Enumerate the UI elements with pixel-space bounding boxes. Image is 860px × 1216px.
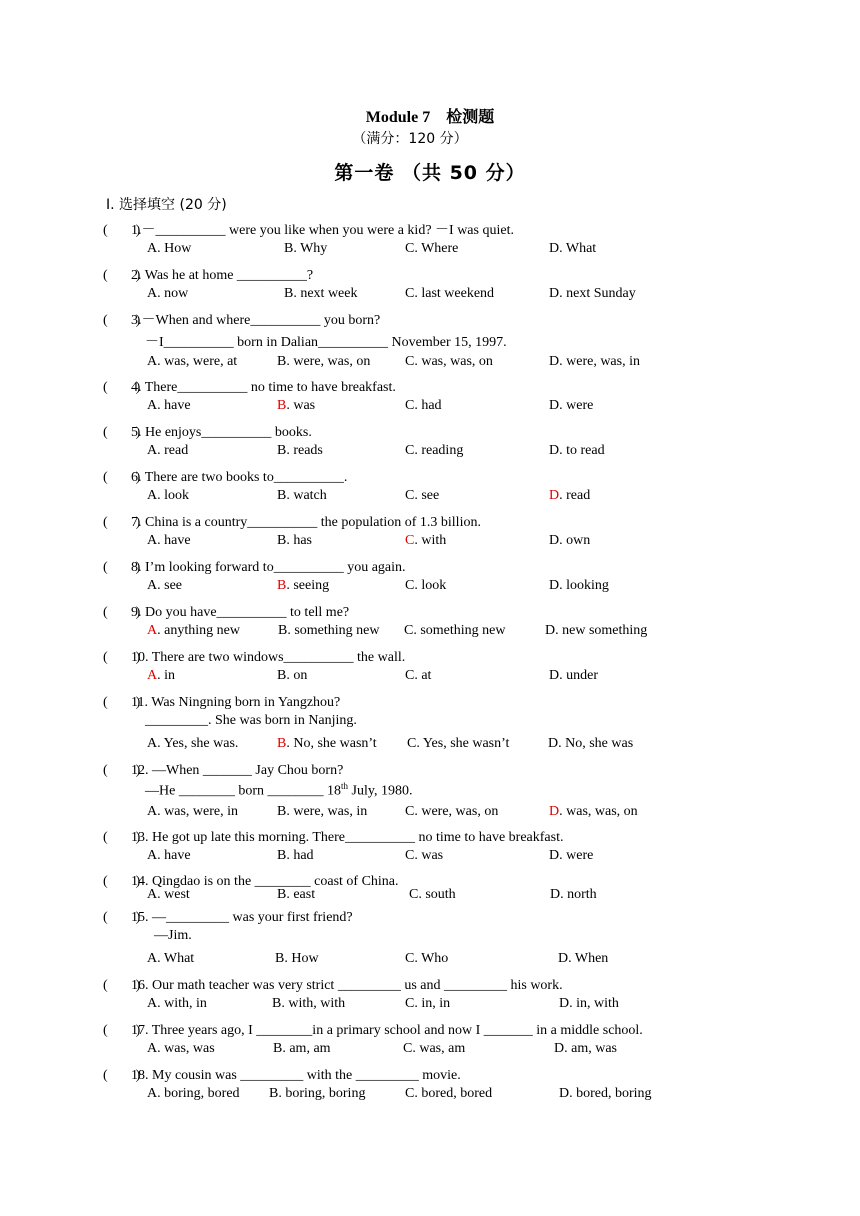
option-b[interactable] bbox=[277, 804, 367, 820]
option-letter: B bbox=[278, 623, 288, 638]
option-text: . something new bbox=[287, 623, 380, 638]
option-b[interactable] bbox=[277, 736, 377, 752]
question-9 bbox=[103, 601, 349, 621]
option-letter: C bbox=[405, 533, 415, 548]
answer-blank[interactable]: ( ) bbox=[103, 874, 141, 889]
option-text: . read bbox=[157, 443, 189, 458]
answer-blank[interactable]: ( ) bbox=[103, 425, 141, 440]
question-stem: 2. Was he at home __________? bbox=[131, 268, 314, 283]
option-letter: A bbox=[147, 887, 158, 902]
option-text: . Yes, she was. bbox=[157, 736, 239, 751]
answer-blank[interactable]: ( ) bbox=[103, 515, 141, 530]
option-b[interactable] bbox=[273, 1041, 331, 1057]
option-text: . seeing bbox=[286, 578, 330, 593]
option-text: . No, she was bbox=[558, 736, 634, 751]
option-text: . have bbox=[157, 398, 191, 413]
option-text: . were, was, in bbox=[559, 354, 640, 369]
option-letter: B bbox=[269, 1086, 279, 1101]
option-text: . have bbox=[157, 533, 191, 548]
option-a[interactable] bbox=[147, 1041, 215, 1057]
option-text: . boring, boring bbox=[278, 1086, 366, 1101]
option-d[interactable] bbox=[554, 1041, 617, 1057]
option-b[interactable] bbox=[272, 996, 345, 1012]
question-stem: 5. He enjoys__________ books. bbox=[131, 425, 312, 440]
option-text: . has bbox=[286, 533, 313, 548]
answer-blank[interactable]: ( ) bbox=[103, 763, 141, 778]
question-subline: －I__________ born in Dalian__________ November 15, 1997. bbox=[145, 335, 507, 350]
option-text: . was, was, on bbox=[414, 354, 493, 369]
option-text: . have bbox=[157, 848, 191, 863]
option-text: . How bbox=[157, 241, 192, 256]
option-letter: D bbox=[549, 398, 560, 413]
option-text: . No, she wasn’t bbox=[286, 736, 377, 751]
question-stem: 18. My cousin was _________ with the _________ movie. bbox=[131, 1068, 461, 1083]
option-text: . When bbox=[568, 951, 609, 966]
option-text: . last weekend bbox=[414, 286, 495, 301]
option-text: . watch bbox=[286, 488, 327, 503]
option-letter: A bbox=[147, 578, 158, 593]
option-a[interactable] bbox=[147, 241, 191, 257]
option-letter: A bbox=[147, 241, 158, 256]
option-c[interactable] bbox=[405, 286, 494, 302]
option-letter: C bbox=[405, 668, 415, 683]
option-letter: A bbox=[147, 286, 158, 301]
answer-blank[interactable]: ( ) bbox=[103, 910, 141, 925]
option-c[interactable] bbox=[405, 533, 446, 549]
page-title: Module 7 检测题 bbox=[365, 109, 495, 126]
option-letter: D bbox=[549, 241, 560, 256]
option-letter: A bbox=[147, 951, 158, 966]
option-text: . Where bbox=[414, 241, 459, 256]
section-heading: Ⅰ. 选择填空 (20 分) bbox=[106, 197, 227, 213]
option-c[interactable] bbox=[405, 1086, 492, 1102]
option-text: . was, am bbox=[412, 1041, 466, 1056]
option-c[interactable] bbox=[405, 443, 463, 459]
answer-blank[interactable]: ( ) bbox=[103, 313, 141, 328]
option-letter: A bbox=[147, 804, 158, 819]
option-d[interactable] bbox=[549, 286, 636, 302]
answer-blank[interactable]: ( ) bbox=[103, 223, 141, 238]
option-text: . looking bbox=[559, 578, 609, 593]
option-a[interactable] bbox=[147, 804, 238, 820]
option-text: . look bbox=[414, 578, 447, 593]
question-stem: 10. There are two windows__________ the wall. bbox=[131, 650, 406, 665]
option-text: . were, was, on bbox=[414, 804, 499, 819]
option-c[interactable] bbox=[407, 736, 509, 752]
question-stem: 6. There are two books to__________. bbox=[131, 470, 348, 485]
option-letter: D bbox=[554, 1041, 565, 1056]
option-letter: B bbox=[284, 286, 294, 301]
option-b[interactable] bbox=[277, 488, 327, 504]
option-text: . see bbox=[157, 578, 183, 593]
option-a[interactable] bbox=[147, 623, 240, 639]
option-letter: B bbox=[277, 804, 287, 819]
option-text: . at bbox=[414, 668, 432, 683]
option-text: . were, was, in bbox=[286, 804, 368, 819]
option-a[interactable] bbox=[147, 578, 182, 594]
option-letter: D bbox=[549, 354, 560, 369]
answer-blank[interactable]: ( ) bbox=[103, 268, 141, 283]
option-letter: D bbox=[549, 668, 560, 683]
option-c[interactable] bbox=[405, 996, 450, 1012]
answer-blank[interactable]: ( ) bbox=[103, 560, 141, 575]
volume-heading: 第一卷 （共 50 分） bbox=[334, 162, 526, 184]
option-a[interactable] bbox=[147, 887, 190, 903]
option-text: . next week bbox=[293, 286, 358, 301]
option-letter: D bbox=[549, 804, 560, 819]
question-subline: —He ________ born ________ 18th July, 1980. bbox=[145, 781, 413, 799]
option-letter: A bbox=[147, 533, 158, 548]
option-d[interactable] bbox=[549, 354, 640, 370]
answer-blank[interactable]: ( ) bbox=[103, 1068, 141, 1083]
option-b[interactable] bbox=[284, 286, 358, 302]
option-letter: C bbox=[405, 443, 415, 458]
option-letter: A bbox=[147, 1086, 158, 1101]
option-a[interactable] bbox=[147, 488, 189, 504]
option-text: . bored, boring bbox=[569, 1086, 652, 1101]
option-letter: C bbox=[405, 398, 415, 413]
question-2 bbox=[103, 264, 313, 284]
question-stem: 12. —When _______ Jay Chou born? bbox=[131, 763, 344, 778]
option-d[interactable] bbox=[548, 736, 633, 752]
answer-blank[interactable]: ( ) bbox=[103, 380, 141, 395]
option-letter: C bbox=[407, 736, 417, 751]
option-letter: C bbox=[405, 488, 415, 503]
option-text: . How bbox=[284, 951, 319, 966]
option-letter: C bbox=[405, 996, 415, 1011]
question-stem: 4. There__________ no time to have breakfast. bbox=[131, 380, 396, 395]
option-a[interactable] bbox=[147, 1086, 240, 1102]
answer-blank[interactable]: ( ) bbox=[103, 650, 141, 665]
option-letter: D bbox=[545, 623, 556, 638]
option-text: . had bbox=[286, 848, 314, 863]
question-6 bbox=[103, 466, 347, 486]
option-letter: D bbox=[549, 578, 560, 593]
option-text: . Who bbox=[414, 951, 449, 966]
option-text: . reading bbox=[414, 443, 464, 458]
question-3 bbox=[103, 309, 380, 329]
option-letter: B bbox=[277, 443, 287, 458]
option-d[interactable] bbox=[549, 533, 590, 549]
option-d[interactable] bbox=[549, 241, 596, 257]
question-stem: 1.－__________ were you like when you were a kid? －I was quiet. bbox=[131, 223, 514, 238]
option-letter: B bbox=[277, 848, 287, 863]
option-c[interactable] bbox=[405, 398, 442, 414]
option-text: . in bbox=[157, 668, 176, 683]
option-text: . own bbox=[559, 533, 591, 548]
option-letter: B bbox=[273, 1041, 283, 1056]
option-c[interactable] bbox=[403, 1041, 465, 1057]
option-text: . east bbox=[286, 887, 316, 902]
option-letter: A bbox=[147, 398, 158, 413]
option-c[interactable] bbox=[405, 951, 448, 967]
question-11 bbox=[103, 691, 340, 711]
option-b[interactable] bbox=[275, 951, 319, 967]
option-text: . reads bbox=[286, 443, 323, 458]
option-letter: B bbox=[284, 241, 294, 256]
option-letter: B bbox=[277, 578, 287, 593]
question-16 bbox=[103, 974, 563, 994]
option-letter: A bbox=[147, 848, 158, 863]
option-c[interactable] bbox=[405, 668, 431, 684]
question-subline: _________. She was born in Nanjing. bbox=[145, 713, 357, 728]
option-letter: C bbox=[405, 241, 415, 256]
option-text: . north bbox=[560, 887, 597, 902]
option-c[interactable] bbox=[405, 488, 439, 504]
option-text: . with, with bbox=[281, 996, 346, 1011]
option-d[interactable] bbox=[559, 996, 619, 1012]
option-a[interactable] bbox=[147, 398, 191, 414]
option-a[interactable] bbox=[147, 668, 175, 684]
question-8 bbox=[103, 556, 406, 576]
option-text: . am, was bbox=[564, 1041, 618, 1056]
question-stem: 16. Our math teacher was very strict _________ us and _________ his work. bbox=[131, 978, 563, 993]
option-text: . were bbox=[559, 848, 594, 863]
option-text: . read bbox=[559, 488, 591, 503]
question-subline: —Jim. bbox=[154, 928, 192, 943]
option-text: . was, was, on bbox=[559, 804, 638, 819]
option-a[interactable] bbox=[147, 996, 207, 1012]
option-letter: A bbox=[147, 488, 158, 503]
option-text: . now bbox=[157, 286, 189, 301]
answer-blank[interactable]: ( ) bbox=[103, 605, 141, 620]
question-12 bbox=[103, 759, 343, 779]
option-letter: D bbox=[559, 996, 570, 1011]
question-4 bbox=[103, 376, 396, 396]
option-d[interactable] bbox=[550, 887, 597, 903]
question-stem: 7. China is a country__________ the population of 1.3 billion. bbox=[131, 515, 481, 530]
question-10 bbox=[103, 646, 405, 666]
question-stem: 8. I’m looking forward to__________ you again. bbox=[131, 560, 406, 575]
option-b[interactable] bbox=[277, 578, 329, 594]
option-a[interactable] bbox=[147, 443, 188, 459]
option-text: . am, am bbox=[282, 1041, 331, 1056]
option-letter: C bbox=[405, 804, 415, 819]
option-text: . under bbox=[559, 668, 599, 683]
option-text: . What bbox=[559, 241, 597, 256]
answer-blank[interactable]: ( ) bbox=[103, 695, 141, 710]
option-text: . What bbox=[157, 951, 195, 966]
option-a[interactable] bbox=[147, 533, 191, 549]
option-text: . Why bbox=[293, 241, 328, 256]
option-d[interactable] bbox=[549, 443, 605, 459]
option-letter: B bbox=[277, 398, 287, 413]
option-letter: D bbox=[548, 736, 559, 751]
question-stem: 13. He got up late this morning. There__________ no time to have breakfast. bbox=[131, 830, 564, 845]
option-text: . see bbox=[414, 488, 440, 503]
option-text: . was, was bbox=[157, 1041, 215, 1056]
option-letter: C bbox=[409, 887, 419, 902]
option-letter: D bbox=[559, 1086, 570, 1101]
option-text: . on bbox=[286, 668, 308, 683]
option-d[interactable] bbox=[559, 1086, 652, 1102]
option-b[interactable] bbox=[277, 887, 315, 903]
option-c[interactable] bbox=[404, 623, 506, 639]
option-text: . in, with bbox=[569, 996, 619, 1011]
option-c[interactable] bbox=[405, 578, 446, 594]
answer-blank[interactable]: ( ) bbox=[103, 1023, 141, 1038]
option-letter: C bbox=[404, 623, 414, 638]
option-c[interactable] bbox=[405, 241, 458, 257]
option-text: . was bbox=[414, 848, 444, 863]
question-18 bbox=[103, 1064, 461, 1084]
option-text: . with, in bbox=[157, 996, 207, 1011]
option-letter: D bbox=[549, 488, 560, 503]
option-text: . was, were, at bbox=[157, 354, 238, 369]
option-letter: C bbox=[403, 1041, 413, 1056]
option-b[interactable] bbox=[278, 623, 380, 639]
option-letter: C bbox=[405, 848, 415, 863]
option-b[interactable] bbox=[277, 443, 323, 459]
option-text: . anything new bbox=[157, 623, 240, 638]
option-letter: B bbox=[275, 951, 285, 966]
option-text: . look bbox=[157, 488, 190, 503]
question-stem: 15. —_________ was your first friend? bbox=[131, 910, 353, 925]
option-letter: A bbox=[147, 736, 158, 751]
option-c[interactable] bbox=[405, 848, 443, 864]
option-text: . to read bbox=[559, 443, 605, 458]
option-letter: B bbox=[277, 887, 287, 902]
option-d[interactable] bbox=[549, 668, 598, 684]
option-b[interactable] bbox=[277, 668, 307, 684]
option-letter: B bbox=[272, 996, 282, 1011]
option-b[interactable] bbox=[277, 398, 315, 414]
option-letter: C bbox=[405, 354, 415, 369]
question-stem: 9. Do you have__________ to tell me? bbox=[131, 605, 350, 620]
question-5 bbox=[103, 421, 312, 441]
option-letter: D bbox=[549, 533, 560, 548]
option-text: . west bbox=[157, 887, 190, 902]
question-7 bbox=[103, 511, 481, 531]
option-d[interactable] bbox=[549, 398, 593, 414]
option-letter: C bbox=[405, 286, 415, 301]
question-stem: 17. Three years ago, I ________in a primary school and now I _______ in a middle school. bbox=[131, 1023, 643, 1038]
option-d[interactable] bbox=[545, 623, 647, 639]
option-letter: D bbox=[550, 887, 561, 902]
option-text: . in, in bbox=[414, 996, 451, 1011]
option-text: . was bbox=[286, 398, 316, 413]
option-d[interactable] bbox=[549, 848, 593, 864]
option-letter: D bbox=[549, 286, 560, 301]
question-stem: 3.－When and where__________ you born? bbox=[131, 313, 381, 328]
question-stem: 14. Qingdao is on the ________ coast of China. bbox=[131, 874, 399, 889]
option-letter: D bbox=[558, 951, 569, 966]
option-letter: B bbox=[277, 488, 287, 503]
option-text: . south bbox=[418, 887, 456, 902]
option-a[interactable] bbox=[147, 951, 194, 967]
option-letter: B bbox=[277, 668, 287, 683]
option-d[interactable] bbox=[549, 578, 609, 594]
option-d[interactable] bbox=[549, 488, 590, 504]
option-letter: A bbox=[147, 354, 158, 369]
option-text: . was, were, in bbox=[157, 804, 238, 819]
option-b[interactable] bbox=[277, 533, 312, 549]
score-note: （满分：120 分） bbox=[352, 131, 468, 147]
answer-blank[interactable]: ( ) bbox=[103, 830, 141, 845]
question-13 bbox=[103, 826, 563, 846]
option-letter: A bbox=[147, 443, 158, 458]
option-c[interactable] bbox=[405, 354, 493, 370]
option-text: . boring, bored bbox=[157, 1086, 240, 1101]
option-b[interactable] bbox=[284, 241, 327, 257]
option-letter: A bbox=[147, 668, 158, 683]
question-15 bbox=[103, 906, 353, 926]
option-b[interactable] bbox=[269, 1086, 365, 1102]
option-text: . with bbox=[414, 533, 447, 548]
option-text: . were, was, on bbox=[286, 354, 371, 369]
option-d[interactable] bbox=[549, 804, 638, 820]
option-letter: D bbox=[549, 443, 560, 458]
option-letter: A bbox=[147, 623, 158, 638]
option-a[interactable] bbox=[147, 286, 188, 302]
option-letter: C bbox=[405, 1086, 415, 1101]
option-text: . Yes, she wasn’t bbox=[416, 736, 510, 751]
option-letter: B bbox=[277, 354, 287, 369]
option-a[interactable] bbox=[147, 354, 237, 370]
option-text: . bored, bored bbox=[414, 1086, 493, 1101]
option-c[interactable] bbox=[405, 804, 498, 820]
option-text: . new something bbox=[555, 623, 648, 638]
option-letter: B bbox=[277, 533, 287, 548]
question-stem: 11. Was Ningning born in Yangzhou? bbox=[131, 695, 341, 710]
option-text: . next Sunday bbox=[559, 286, 636, 301]
option-b[interactable] bbox=[277, 354, 370, 370]
option-letter: A bbox=[147, 1041, 158, 1056]
question-17 bbox=[103, 1019, 643, 1039]
option-a[interactable] bbox=[147, 736, 238, 752]
option-letter: C bbox=[405, 578, 415, 593]
option-text: . something new bbox=[413, 623, 506, 638]
option-letter: C bbox=[405, 951, 415, 966]
option-b[interactable] bbox=[277, 848, 314, 864]
option-text: . were bbox=[559, 398, 594, 413]
question-1 bbox=[103, 219, 514, 239]
option-letter: D bbox=[549, 848, 560, 863]
option-letter: B bbox=[277, 736, 287, 751]
option-c[interactable] bbox=[409, 887, 456, 903]
answer-blank[interactable]: ( ) bbox=[103, 470, 141, 485]
option-d[interactable] bbox=[558, 951, 608, 967]
option-a[interactable] bbox=[147, 848, 191, 864]
option-letter: A bbox=[147, 996, 158, 1011]
answer-blank[interactable]: ( ) bbox=[103, 978, 141, 993]
option-text: . had bbox=[414, 398, 442, 413]
